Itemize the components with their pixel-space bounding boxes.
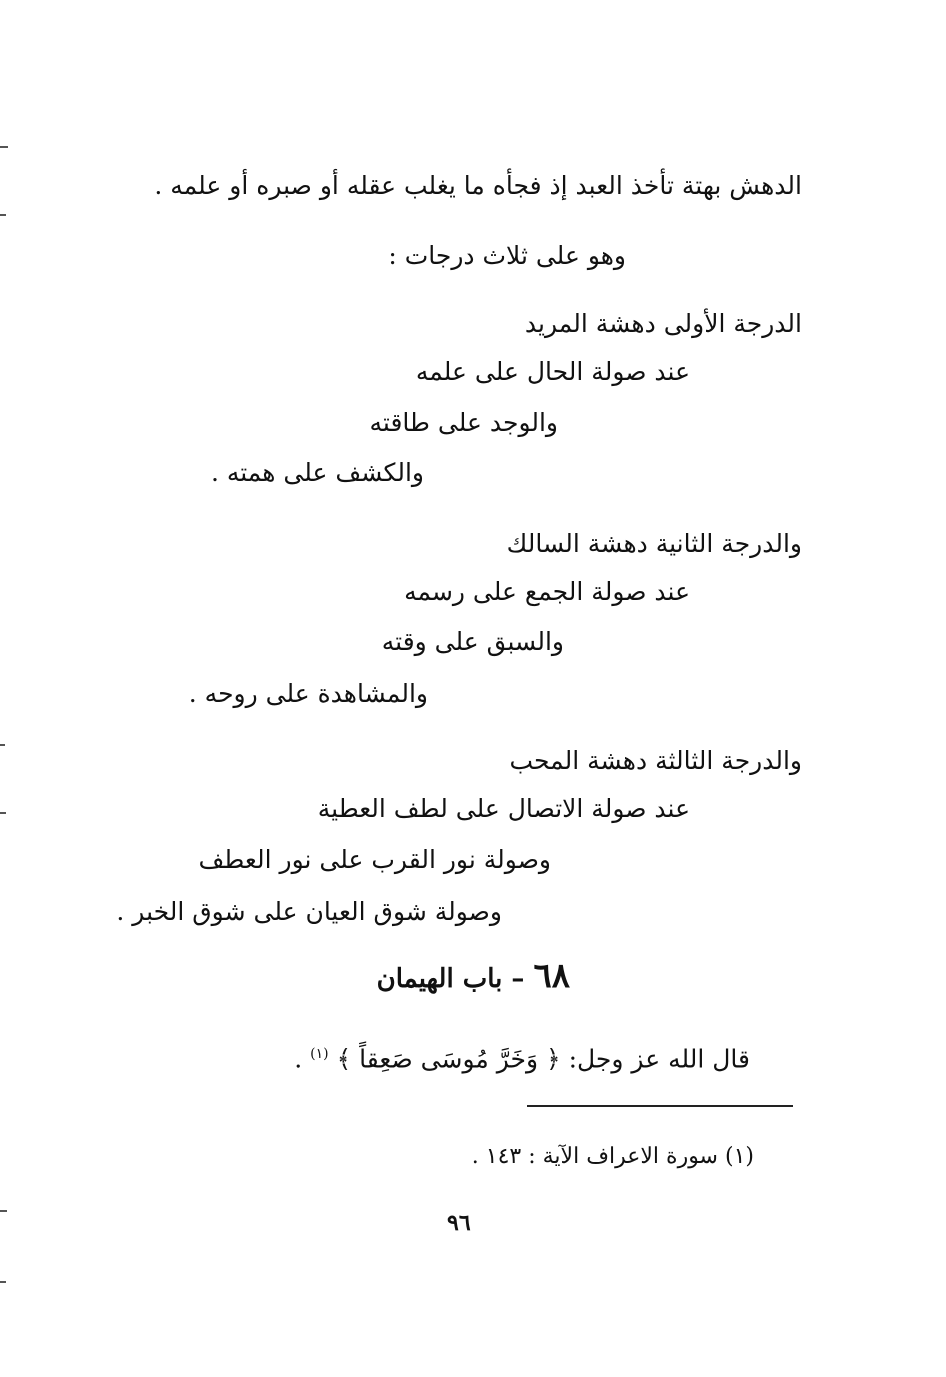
degrees-intro: وهو على ثلاث درجات : [388,241,626,270]
page-number: ٩٦ [447,1210,471,1236]
degree3-line1: عند صولة الاتصال على لطف العطية [317,794,690,823]
verse-end: . [294,1044,303,1074]
degree2-title: والدرجة الثانية دهشة السالك [506,529,802,558]
scan-mark [0,146,8,148]
degree2-line2: والسبق على وقته [381,627,564,656]
verse-line [294,1036,750,1077]
degree3-line2: وصولة نور القرب على نور العطف [198,845,551,874]
chapter-number: ٦٨ [533,956,570,996]
scan-mark [0,812,6,814]
verse-prefix: قال الله عز وجل: [568,1044,750,1074]
scan-mark [0,214,6,216]
footnote-divider [527,1105,793,1107]
scan-mark [0,1281,6,1283]
degree2-line3: والمشاهدة على روحه . [188,679,428,708]
chapter-heading [377,956,570,999]
degree1-title: الدرجة الأولى دهشة المريد [524,309,802,338]
scan-mark [0,1210,7,1212]
degree1-line1: عند صولة الحال على علمه [415,357,690,386]
chapter-title: – باب الهيمان [376,964,525,994]
degree1-line2: والوجد على طاقته [369,408,558,437]
degree1-line3: والكشف على همته . [210,458,424,487]
degree2-line1: عند صولة الجمع على رسمه [404,577,690,606]
intro-text: الدهش بهتة تأخذ العبد إذ فجأه ما يغلب عقله أو صبره أو علمه . [154,171,802,200]
degree3-line3: وصولة شوق العيان على شوق الخبر . [116,897,502,926]
degree3-title: والدرجة الثالثة دهشة المحب [509,746,802,775]
verse-text: ﴿ وَخَرَّ مُوسَى صَعِقاً ﴾ [336,1044,561,1074]
footnote-text: (١) سورة الاعراف الآية : ١٤٣ . [471,1144,754,1169]
verse-footnote-ref: (١) [310,1046,329,1062]
scan-mark [0,744,5,746]
